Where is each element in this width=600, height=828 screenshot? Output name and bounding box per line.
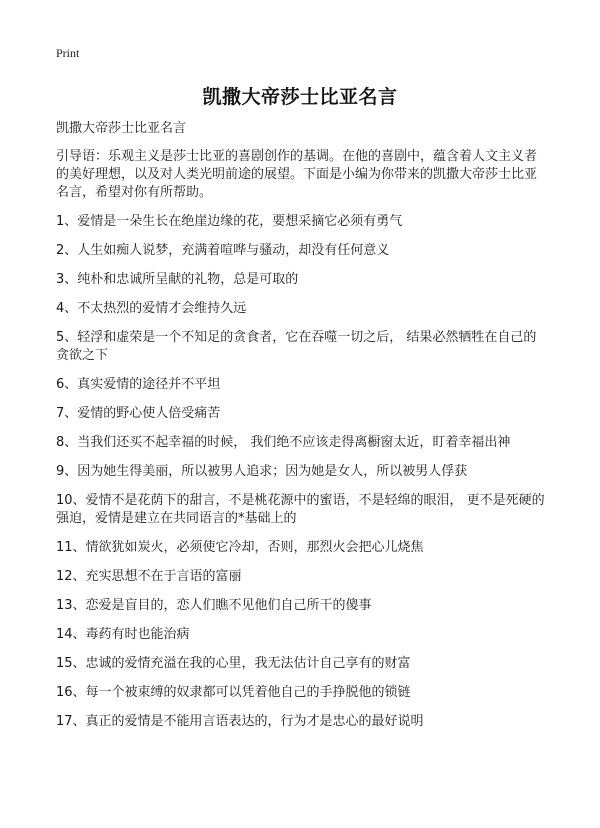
page-title: 凯撒大帝莎士比亚名言 bbox=[202, 86, 398, 108]
quote-item: 1、爱情是一朵生长在绝崖边缘的花，要想采摘它必须有勇气 bbox=[56, 214, 403, 229]
quote-item: 10、爱情不是花荫下的甜言，不是桃花源中的蜜语，不是轻绵的眼泪， 更不是死硬的强迫，爱情是建立在共同语言的*基础上的 bbox=[56, 493, 545, 526]
quote-item: 4、不太热烈的爱情才会维持久远 bbox=[56, 301, 247, 316]
print-label: Print bbox=[56, 46, 80, 60]
quote-item: 5、轻浮和虚荣是一个不知足的贪食者，它在吞噬一切之后， 结果必然牺牲在自己的贪欲之下 bbox=[56, 330, 537, 363]
quote-item: 11、情欲犹如炭火，必须使它冷却，否则，那烈火会把心儿烧焦 bbox=[56, 540, 424, 555]
quote-item: 16、每一个被束缚的奴隶都可以凭着他自己的手挣脱他的锁链 bbox=[56, 685, 411, 700]
quote-item: 13、恋爱是盲目的，恋人们瞧不见他们自己所干的傻事 bbox=[56, 598, 372, 613]
article-subtitle: 凯撒大帝莎士比亚名言 bbox=[56, 121, 187, 136]
quote-item: 9、因为她生得美丽，所以被男人追求；因为她是女人，所以被男人俘获 bbox=[56, 464, 468, 479]
article-body bbox=[56, 119, 548, 742]
quote-item: 15、忠诚的爱情充溢在我的心里，我无法估计自己享有的财富 bbox=[56, 656, 411, 671]
intro-paragraph: 引导语：乐观主义是莎士比亚的喜剧创作的基调。在他的喜剧中，蕴含着人文主义者的美好理想，以及对人类光明前途的展望。下面是小编为你带来的凯撒大帝莎士比亚名言，希望对你有所帮助。 bbox=[56, 149, 538, 200]
quote-item: 3、纯朴和忠诚所呈献的礼物，总是可取的 bbox=[56, 272, 299, 287]
quote-item: 8、当我们还买不起幸福的时候， 我们绝不应该走得离橱窗太近，盯着幸福出神 bbox=[56, 435, 511, 450]
quote-item: 7、爱情的野心使人倍受痛苦 bbox=[56, 406, 221, 421]
quote-item: 14、毒药有时也能治病 bbox=[56, 627, 190, 642]
quote-item: 17、真正的爱情是不能用言语表达的，行为才是忠心的最好说明 bbox=[56, 714, 424, 729]
quote-item: 2、人生如痴人说梦，充满着喧哗与骚动，却没有任何意义 bbox=[56, 243, 390, 258]
quote-item: 12、充实思想不在于言语的富丽 bbox=[56, 569, 242, 584]
quote-item: 6、真实爱情的途径并不平坦 bbox=[56, 377, 221, 392]
